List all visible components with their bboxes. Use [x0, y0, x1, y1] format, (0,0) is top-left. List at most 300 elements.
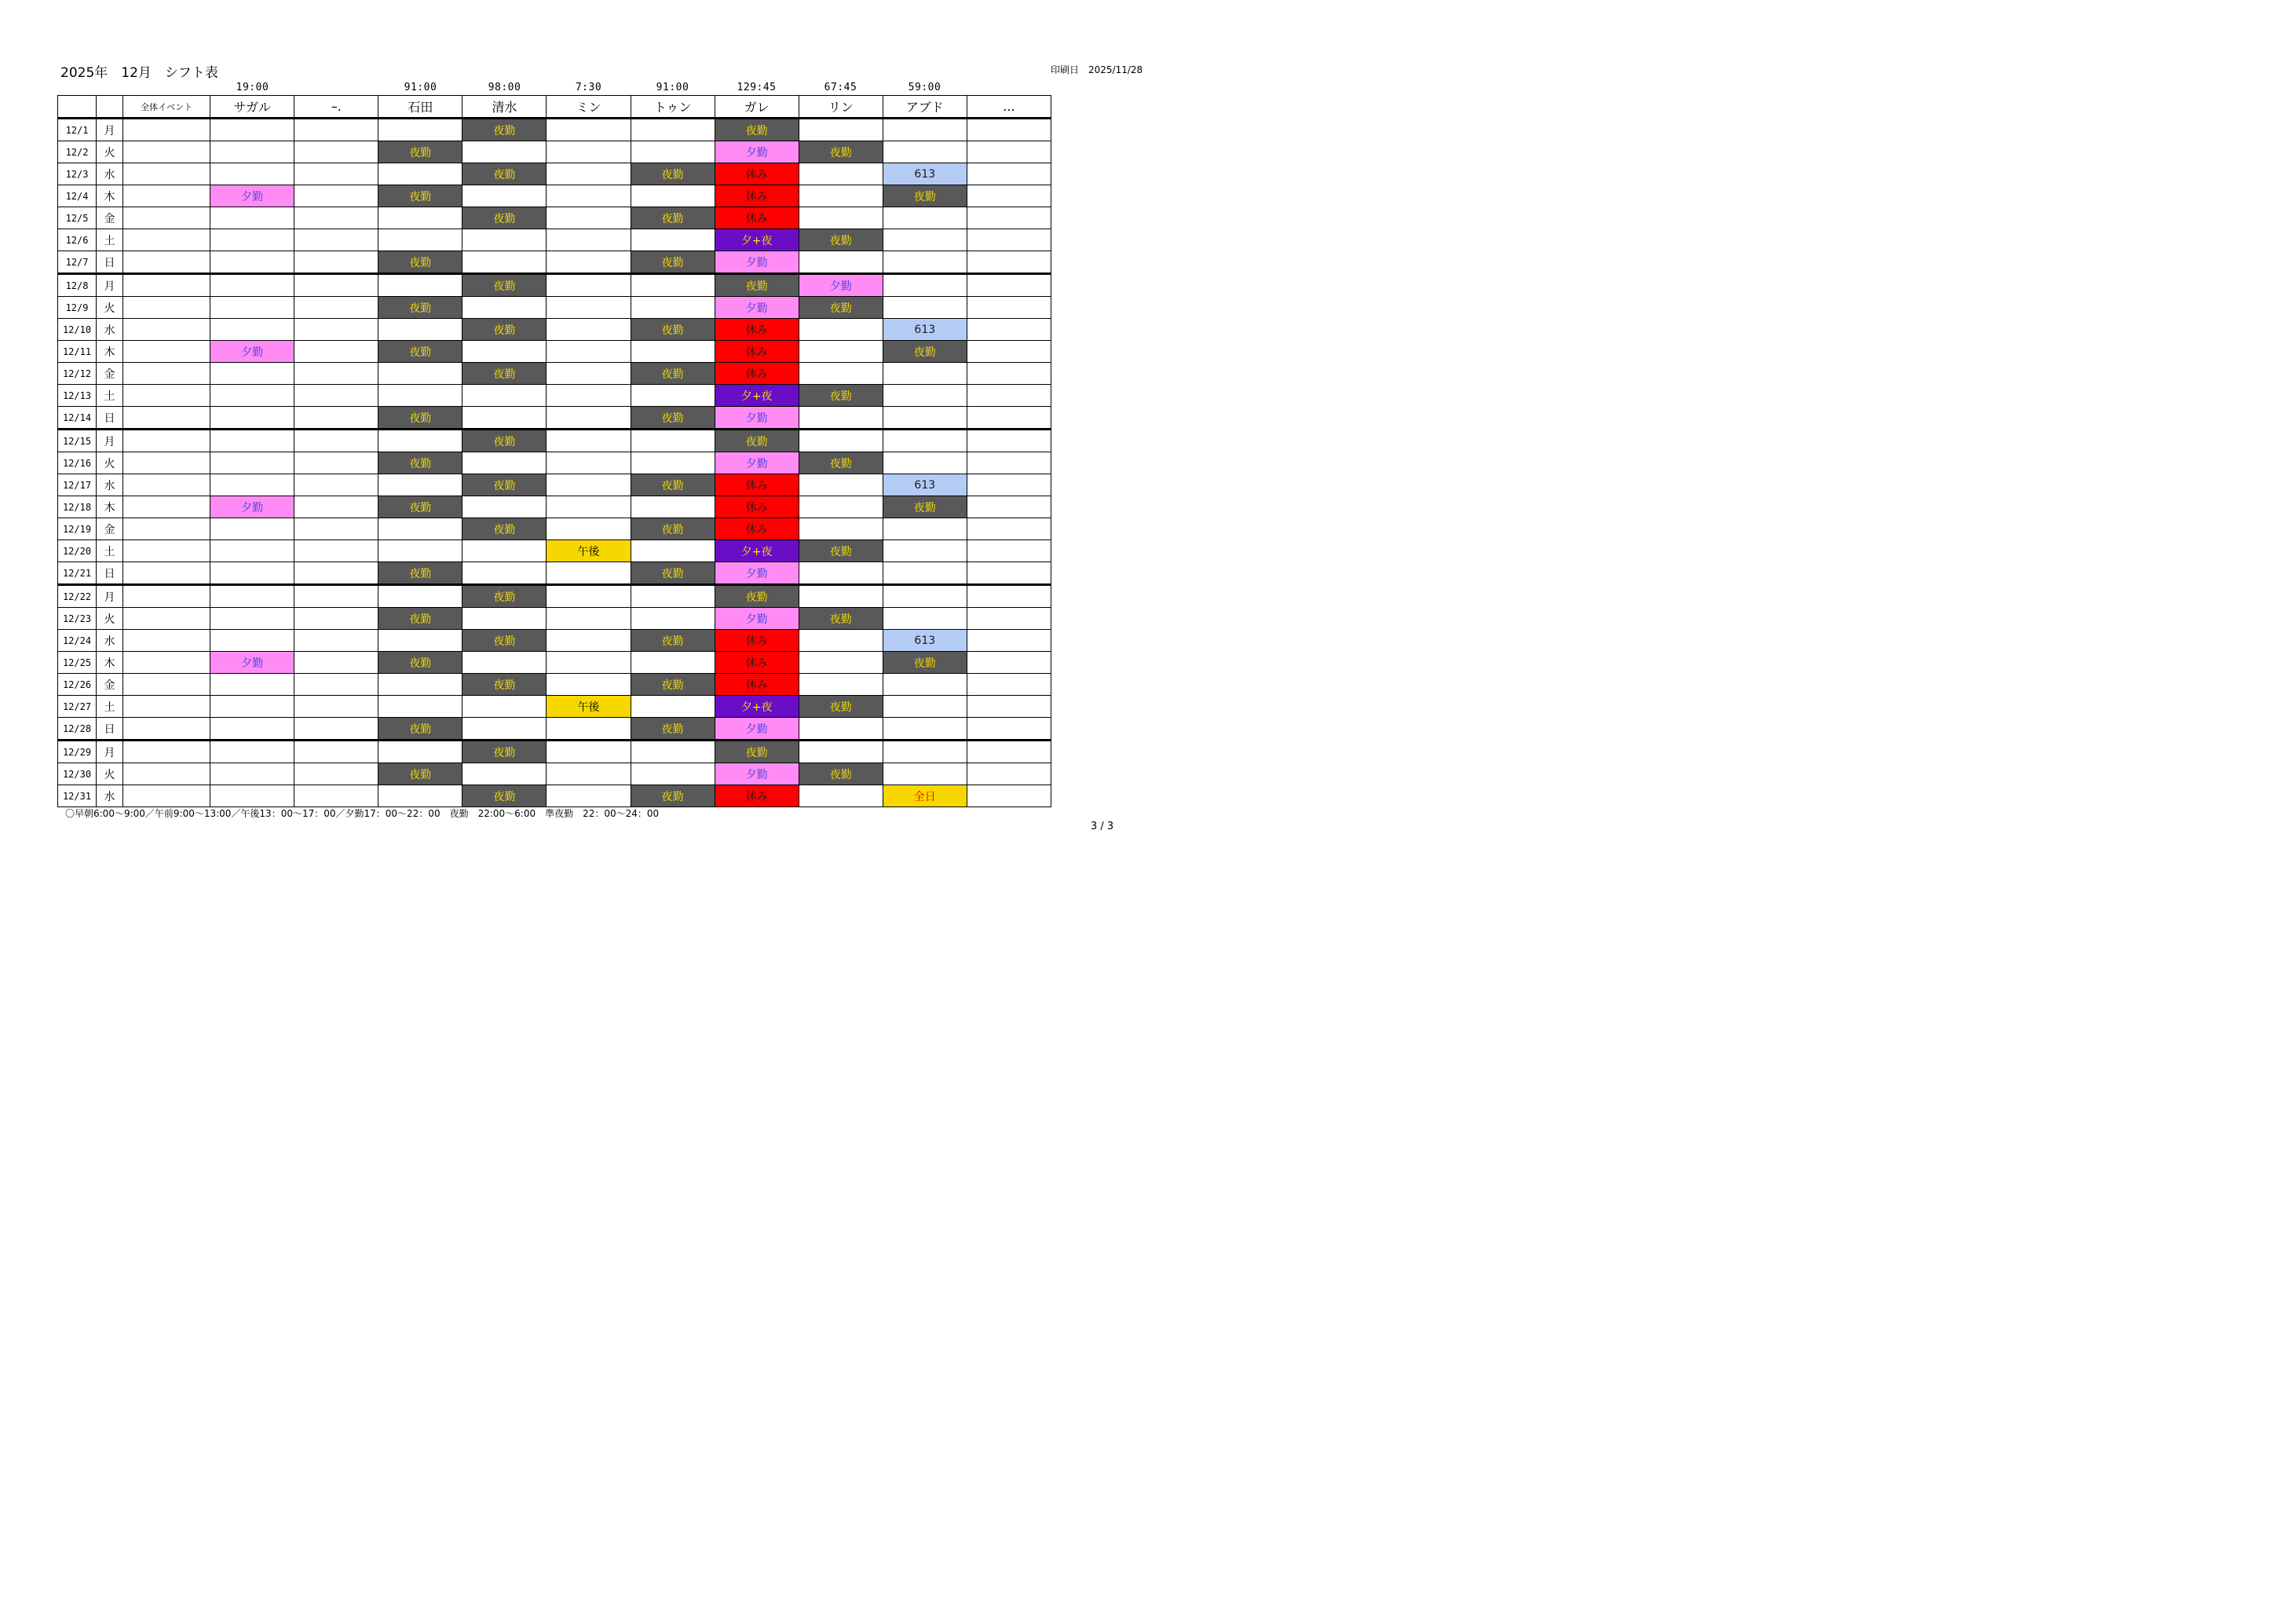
- shift-cell[interactable]: [378, 518, 462, 540]
- shift-cell[interactable]: 夕+夜: [715, 229, 799, 251]
- shift-cell[interactable]: 夜勤: [462, 585, 547, 608]
- shift-cell[interactable]: [547, 562, 631, 585]
- event-cell[interactable]: [123, 540, 210, 562]
- shift-cell[interactable]: 夜勤: [462, 363, 547, 385]
- shift-cell[interactable]: [294, 163, 378, 185]
- shift-cell[interactable]: 夕勤: [210, 496, 294, 518]
- event-cell[interactable]: [123, 274, 210, 297]
- event-cell[interactable]: [123, 741, 210, 763]
- shift-cell[interactable]: [294, 696, 378, 718]
- shift-cell[interactable]: [631, 119, 715, 141]
- shift-cell[interactable]: [883, 540, 967, 562]
- shift-cell[interactable]: [462, 763, 547, 785]
- shift-cell[interactable]: [210, 696, 294, 718]
- shift-cell[interactable]: [547, 496, 631, 518]
- shift-cell[interactable]: [210, 274, 294, 297]
- shift-cell[interactable]: [967, 319, 1051, 341]
- shift-cell[interactable]: [210, 452, 294, 474]
- shift-cell[interactable]: [883, 363, 967, 385]
- shift-cell[interactable]: [631, 763, 715, 785]
- shift-cell[interactable]: [210, 251, 294, 274]
- shift-cell[interactable]: [967, 674, 1051, 696]
- event-cell[interactable]: [123, 141, 210, 163]
- shift-cell[interactable]: 夕勤: [715, 608, 799, 630]
- event-cell[interactable]: [123, 297, 210, 319]
- shift-cell[interactable]: [799, 652, 883, 674]
- shift-cell[interactable]: [967, 652, 1051, 674]
- shift-cell[interactable]: 夜勤: [462, 674, 547, 696]
- shift-cell[interactable]: 休み: [715, 630, 799, 652]
- shift-cell[interactable]: [967, 229, 1051, 251]
- shift-cell[interactable]: [883, 585, 967, 608]
- shift-cell[interactable]: [631, 696, 715, 718]
- shift-cell[interactable]: [799, 119, 883, 141]
- shift-cell[interactable]: 夜勤: [462, 785, 547, 807]
- shift-cell[interactable]: 休み: [715, 652, 799, 674]
- shift-cell[interactable]: 夜勤: [378, 297, 462, 319]
- shift-cell[interactable]: [799, 319, 883, 341]
- shift-cell[interactable]: [799, 363, 883, 385]
- shift-cell[interactable]: [967, 363, 1051, 385]
- shift-cell[interactable]: [883, 741, 967, 763]
- shift-cell[interactable]: [547, 474, 631, 496]
- shift-cell[interactable]: [294, 363, 378, 385]
- shift-cell[interactable]: [294, 763, 378, 785]
- event-cell[interactable]: [123, 163, 210, 185]
- shift-cell[interactable]: 613: [883, 319, 967, 341]
- shift-cell[interactable]: [210, 540, 294, 562]
- shift-cell[interactable]: [547, 785, 631, 807]
- shift-cell[interactable]: [631, 141, 715, 163]
- shift-cell[interactable]: [210, 141, 294, 163]
- shift-cell[interactable]: [967, 163, 1051, 185]
- shift-cell[interactable]: [294, 674, 378, 696]
- shift-cell[interactable]: [294, 652, 378, 674]
- shift-cell[interactable]: [294, 207, 378, 229]
- shift-cell[interactable]: [294, 185, 378, 207]
- shift-cell[interactable]: [967, 185, 1051, 207]
- event-cell[interactable]: [123, 341, 210, 363]
- shift-cell[interactable]: 休み: [715, 207, 799, 229]
- shift-cell[interactable]: [799, 407, 883, 430]
- shift-cell[interactable]: [210, 585, 294, 608]
- event-cell[interactable]: [123, 585, 210, 608]
- shift-cell[interactable]: [294, 141, 378, 163]
- event-cell[interactable]: [123, 185, 210, 207]
- shift-cell[interactable]: [547, 407, 631, 430]
- shift-cell[interactable]: 夜勤: [799, 763, 883, 785]
- shift-cell[interactable]: [378, 274, 462, 297]
- shift-cell[interactable]: [547, 341, 631, 363]
- shift-cell[interactable]: [967, 518, 1051, 540]
- shift-cell[interactable]: [631, 341, 715, 363]
- shift-cell[interactable]: [378, 319, 462, 341]
- shift-cell[interactable]: [294, 785, 378, 807]
- shift-cell[interactable]: [210, 163, 294, 185]
- shift-cell[interactable]: 夜勤: [631, 363, 715, 385]
- shift-cell[interactable]: 夜勤: [631, 474, 715, 496]
- shift-cell[interactable]: [883, 251, 967, 274]
- shift-cell[interactable]: 夜勤: [462, 518, 547, 540]
- shift-cell[interactable]: [799, 496, 883, 518]
- shift-cell[interactable]: 夜勤: [715, 119, 799, 141]
- shift-cell[interactable]: 夜勤: [715, 741, 799, 763]
- shift-cell[interactable]: [294, 319, 378, 341]
- shift-cell[interactable]: [547, 608, 631, 630]
- shift-cell[interactable]: [967, 341, 1051, 363]
- shift-cell[interactable]: [967, 297, 1051, 319]
- shift-cell[interactable]: [210, 319, 294, 341]
- shift-cell[interactable]: [294, 229, 378, 251]
- shift-cell[interactable]: [631, 297, 715, 319]
- shift-cell[interactable]: [967, 608, 1051, 630]
- shift-cell[interactable]: [631, 741, 715, 763]
- shift-cell[interactable]: [462, 608, 547, 630]
- shift-cell[interactable]: [631, 608, 715, 630]
- shift-cell[interactable]: [462, 385, 547, 407]
- event-cell[interactable]: [123, 430, 210, 452]
- shift-cell[interactable]: [294, 430, 378, 452]
- shift-cell[interactable]: 夜勤: [462, 119, 547, 141]
- shift-cell[interactable]: [547, 319, 631, 341]
- event-cell[interactable]: [123, 251, 210, 274]
- shift-cell[interactable]: [967, 763, 1051, 785]
- shift-cell[interactable]: [210, 363, 294, 385]
- shift-cell[interactable]: [883, 608, 967, 630]
- shift-cell[interactable]: [462, 229, 547, 251]
- shift-cell[interactable]: [547, 163, 631, 185]
- shift-cell[interactable]: [294, 274, 378, 297]
- shift-cell[interactable]: [462, 652, 547, 674]
- shift-cell[interactable]: 休み: [715, 785, 799, 807]
- shift-cell[interactable]: 夕勤: [715, 763, 799, 785]
- shift-cell[interactable]: [547, 251, 631, 274]
- shift-cell[interactable]: 夜勤: [799, 385, 883, 407]
- shift-cell[interactable]: [378, 385, 462, 407]
- event-cell[interactable]: [123, 696, 210, 718]
- shift-cell[interactable]: 夕+夜: [715, 696, 799, 718]
- shift-cell[interactable]: 夜勤: [799, 540, 883, 562]
- shift-cell[interactable]: 夜勤: [378, 562, 462, 585]
- shift-cell[interactable]: [378, 741, 462, 763]
- shift-cell[interactable]: [462, 297, 547, 319]
- shift-cell[interactable]: 夕+夜: [715, 540, 799, 562]
- shift-cell[interactable]: [462, 251, 547, 274]
- shift-cell[interactable]: [799, 562, 883, 585]
- event-cell[interactable]: [123, 474, 210, 496]
- shift-cell[interactable]: 夕勤: [715, 141, 799, 163]
- shift-cell[interactable]: [547, 518, 631, 540]
- shift-cell[interactable]: 休み: [715, 496, 799, 518]
- shift-cell[interactable]: 夕勤: [715, 718, 799, 741]
- shift-cell[interactable]: [883, 430, 967, 452]
- shift-cell[interactable]: 休み: [715, 319, 799, 341]
- shift-cell[interactable]: 夜勤: [378, 407, 462, 430]
- shift-cell[interactable]: [210, 630, 294, 652]
- shift-cell[interactable]: [294, 585, 378, 608]
- shift-cell[interactable]: [462, 185, 547, 207]
- shift-cell[interactable]: [378, 163, 462, 185]
- shift-cell[interactable]: [210, 785, 294, 807]
- shift-cell[interactable]: [210, 297, 294, 319]
- shift-cell[interactable]: 613: [883, 163, 967, 185]
- shift-cell[interactable]: 夕+夜: [715, 385, 799, 407]
- shift-cell[interactable]: [547, 363, 631, 385]
- shift-cell[interactable]: 夜勤: [799, 297, 883, 319]
- shift-cell[interactable]: [462, 496, 547, 518]
- shift-cell[interactable]: [631, 185, 715, 207]
- shift-cell[interactable]: [294, 496, 378, 518]
- shift-cell[interactable]: [378, 430, 462, 452]
- shift-cell[interactable]: 夜勤: [883, 652, 967, 674]
- shift-cell[interactable]: [210, 229, 294, 251]
- shift-cell[interactable]: 夜勤: [715, 430, 799, 452]
- shift-cell[interactable]: [378, 540, 462, 562]
- shift-cell[interactable]: [631, 452, 715, 474]
- shift-cell[interactable]: [967, 540, 1051, 562]
- shift-cell[interactable]: [967, 785, 1051, 807]
- shift-cell[interactable]: [883, 407, 967, 430]
- shift-cell[interactable]: 夜勤: [631, 718, 715, 741]
- shift-cell[interactable]: [547, 185, 631, 207]
- shift-cell[interactable]: [799, 251, 883, 274]
- shift-cell[interactable]: 夜勤: [378, 718, 462, 741]
- shift-cell[interactable]: [378, 119, 462, 141]
- shift-cell[interactable]: [799, 674, 883, 696]
- event-cell[interactable]: [123, 608, 210, 630]
- shift-cell[interactable]: [631, 652, 715, 674]
- shift-cell[interactable]: [967, 385, 1051, 407]
- shift-cell[interactable]: [210, 407, 294, 430]
- shift-cell[interactable]: [547, 274, 631, 297]
- shift-cell[interactable]: [294, 540, 378, 562]
- shift-cell[interactable]: 夜勤: [378, 185, 462, 207]
- shift-cell[interactable]: 夜勤: [378, 141, 462, 163]
- shift-cell[interactable]: [294, 297, 378, 319]
- shift-cell[interactable]: 夜勤: [631, 407, 715, 430]
- shift-cell[interactable]: [631, 274, 715, 297]
- event-cell[interactable]: [123, 496, 210, 518]
- shift-cell[interactable]: [210, 119, 294, 141]
- shift-cell[interactable]: [378, 630, 462, 652]
- shift-cell[interactable]: 夜勤: [462, 741, 547, 763]
- shift-cell[interactable]: [294, 407, 378, 430]
- shift-cell[interactable]: [799, 785, 883, 807]
- shift-cell[interactable]: [210, 674, 294, 696]
- shift-cell[interactable]: 夜勤: [631, 251, 715, 274]
- shift-cell[interactable]: 613: [883, 474, 967, 496]
- shift-cell[interactable]: 夜勤: [462, 630, 547, 652]
- shift-cell[interactable]: 613: [883, 630, 967, 652]
- shift-cell[interactable]: 夜勤: [799, 229, 883, 251]
- shift-cell[interactable]: [462, 341, 547, 363]
- shift-cell[interactable]: [883, 229, 967, 251]
- shift-cell[interactable]: [967, 141, 1051, 163]
- shift-cell[interactable]: [378, 207, 462, 229]
- event-cell[interactable]: [123, 674, 210, 696]
- shift-cell[interactable]: [883, 763, 967, 785]
- shift-cell[interactable]: 夜勤: [462, 430, 547, 452]
- shift-cell[interactable]: 夜勤: [631, 163, 715, 185]
- shift-cell[interactable]: [799, 163, 883, 185]
- event-cell[interactable]: [123, 518, 210, 540]
- shift-cell[interactable]: [883, 119, 967, 141]
- event-cell[interactable]: [123, 319, 210, 341]
- shift-cell[interactable]: [967, 696, 1051, 718]
- shift-cell[interactable]: [883, 274, 967, 297]
- shift-cell[interactable]: [967, 741, 1051, 763]
- shift-cell[interactable]: [294, 562, 378, 585]
- shift-cell[interactable]: [883, 297, 967, 319]
- shift-cell[interactable]: 夜勤: [378, 652, 462, 674]
- shift-cell[interactable]: [378, 363, 462, 385]
- event-cell[interactable]: [123, 630, 210, 652]
- shift-cell[interactable]: [967, 407, 1051, 430]
- shift-cell[interactable]: 夕勤: [210, 341, 294, 363]
- shift-cell[interactable]: [294, 608, 378, 630]
- shift-cell[interactable]: 夜勤: [378, 251, 462, 274]
- shift-cell[interactable]: 夜勤: [799, 608, 883, 630]
- shift-cell[interactable]: [294, 474, 378, 496]
- shift-cell[interactable]: [883, 562, 967, 585]
- shift-cell[interactable]: [294, 630, 378, 652]
- shift-cell[interactable]: [883, 718, 967, 741]
- shift-cell[interactable]: [967, 496, 1051, 518]
- shift-cell[interactable]: [967, 251, 1051, 274]
- shift-cell[interactable]: [883, 696, 967, 718]
- shift-cell[interactable]: [547, 630, 631, 652]
- shift-cell[interactable]: 夜勤: [378, 608, 462, 630]
- shift-cell[interactable]: [378, 785, 462, 807]
- shift-cell[interactable]: 夕勤: [715, 297, 799, 319]
- shift-cell[interactable]: 夜勤: [462, 207, 547, 229]
- shift-cell[interactable]: [462, 452, 547, 474]
- shift-cell[interactable]: [631, 585, 715, 608]
- shift-cell[interactable]: [294, 718, 378, 741]
- shift-cell[interactable]: [547, 741, 631, 763]
- shift-cell[interactable]: [210, 763, 294, 785]
- shift-cell[interactable]: [294, 452, 378, 474]
- shift-cell[interactable]: [462, 562, 547, 585]
- shift-cell[interactable]: 夜勤: [631, 518, 715, 540]
- shift-cell[interactable]: [967, 430, 1051, 452]
- shift-cell[interactable]: [883, 518, 967, 540]
- shift-cell[interactable]: 午後: [547, 540, 631, 562]
- shift-cell[interactable]: [883, 452, 967, 474]
- shift-cell[interactable]: [547, 229, 631, 251]
- shift-cell[interactable]: [547, 763, 631, 785]
- shift-cell[interactable]: 休み: [715, 341, 799, 363]
- shift-cell[interactable]: [967, 585, 1051, 608]
- shift-cell[interactable]: 夜勤: [883, 185, 967, 207]
- shift-cell[interactable]: [547, 652, 631, 674]
- shift-cell[interactable]: 夕勤: [715, 452, 799, 474]
- shift-cell[interactable]: 夕勤: [715, 407, 799, 430]
- shift-cell[interactable]: [547, 718, 631, 741]
- shift-cell[interactable]: 夜勤: [631, 630, 715, 652]
- shift-cell[interactable]: [967, 630, 1051, 652]
- shift-cell[interactable]: [799, 207, 883, 229]
- shift-cell[interactable]: [967, 207, 1051, 229]
- shift-cell[interactable]: [967, 274, 1051, 297]
- event-cell[interactable]: [123, 385, 210, 407]
- shift-cell[interactable]: [883, 674, 967, 696]
- shift-cell[interactable]: [547, 385, 631, 407]
- shift-cell[interactable]: [967, 119, 1051, 141]
- shift-cell[interactable]: [210, 474, 294, 496]
- event-cell[interactable]: [123, 763, 210, 785]
- event-cell[interactable]: [123, 363, 210, 385]
- shift-cell[interactable]: [799, 718, 883, 741]
- shift-cell[interactable]: 夕勤: [210, 185, 294, 207]
- shift-cell[interactable]: 夜勤: [378, 452, 462, 474]
- shift-cell[interactable]: [294, 119, 378, 141]
- event-cell[interactable]: [123, 207, 210, 229]
- shift-cell[interactable]: [883, 385, 967, 407]
- shift-cell[interactable]: [799, 430, 883, 452]
- shift-cell[interactable]: 休み: [715, 363, 799, 385]
- shift-cell[interactable]: [547, 452, 631, 474]
- shift-cell[interactable]: 夜勤: [799, 141, 883, 163]
- shift-cell[interactable]: [462, 718, 547, 741]
- shift-cell[interactable]: [967, 452, 1051, 474]
- shift-cell[interactable]: 夜勤: [631, 207, 715, 229]
- shift-cell[interactable]: [547, 297, 631, 319]
- shift-cell[interactable]: 休み: [715, 674, 799, 696]
- event-cell[interactable]: [123, 718, 210, 741]
- shift-cell[interactable]: [799, 630, 883, 652]
- shift-cell[interactable]: [210, 741, 294, 763]
- shift-cell[interactable]: 夜勤: [462, 163, 547, 185]
- shift-cell[interactable]: [462, 696, 547, 718]
- event-cell[interactable]: [123, 785, 210, 807]
- shift-cell[interactable]: 夕勤: [715, 562, 799, 585]
- shift-cell[interactable]: 全日: [883, 785, 967, 807]
- shift-cell[interactable]: [462, 407, 547, 430]
- shift-cell[interactable]: [883, 207, 967, 229]
- event-cell[interactable]: [123, 652, 210, 674]
- shift-cell[interactable]: [631, 229, 715, 251]
- event-cell[interactable]: [123, 229, 210, 251]
- shift-cell[interactable]: [378, 696, 462, 718]
- shift-cell[interactable]: [210, 207, 294, 229]
- shift-cell[interactable]: [294, 741, 378, 763]
- shift-cell[interactable]: [967, 562, 1051, 585]
- shift-cell[interactable]: [799, 585, 883, 608]
- shift-cell[interactable]: 夕勤: [799, 274, 883, 297]
- shift-cell[interactable]: [799, 341, 883, 363]
- shift-cell[interactable]: [967, 474, 1051, 496]
- shift-cell[interactable]: 夜勤: [715, 274, 799, 297]
- shift-cell[interactable]: 夜勤: [631, 674, 715, 696]
- shift-cell[interactable]: [799, 518, 883, 540]
- shift-cell[interactable]: [378, 674, 462, 696]
- event-cell[interactable]: [123, 119, 210, 141]
- shift-cell[interactable]: [210, 430, 294, 452]
- shift-cell[interactable]: 夕勤: [715, 251, 799, 274]
- shift-cell[interactable]: [547, 207, 631, 229]
- shift-cell[interactable]: 夜勤: [631, 319, 715, 341]
- shift-cell[interactable]: [547, 430, 631, 452]
- shift-cell[interactable]: 夕勤: [210, 652, 294, 674]
- shift-cell[interactable]: [210, 718, 294, 741]
- shift-cell[interactable]: 夜勤: [715, 585, 799, 608]
- shift-cell[interactable]: [883, 141, 967, 163]
- shift-cell[interactable]: 夜勤: [462, 319, 547, 341]
- shift-cell[interactable]: [210, 385, 294, 407]
- shift-cell[interactable]: [967, 718, 1051, 741]
- shift-cell[interactable]: [631, 540, 715, 562]
